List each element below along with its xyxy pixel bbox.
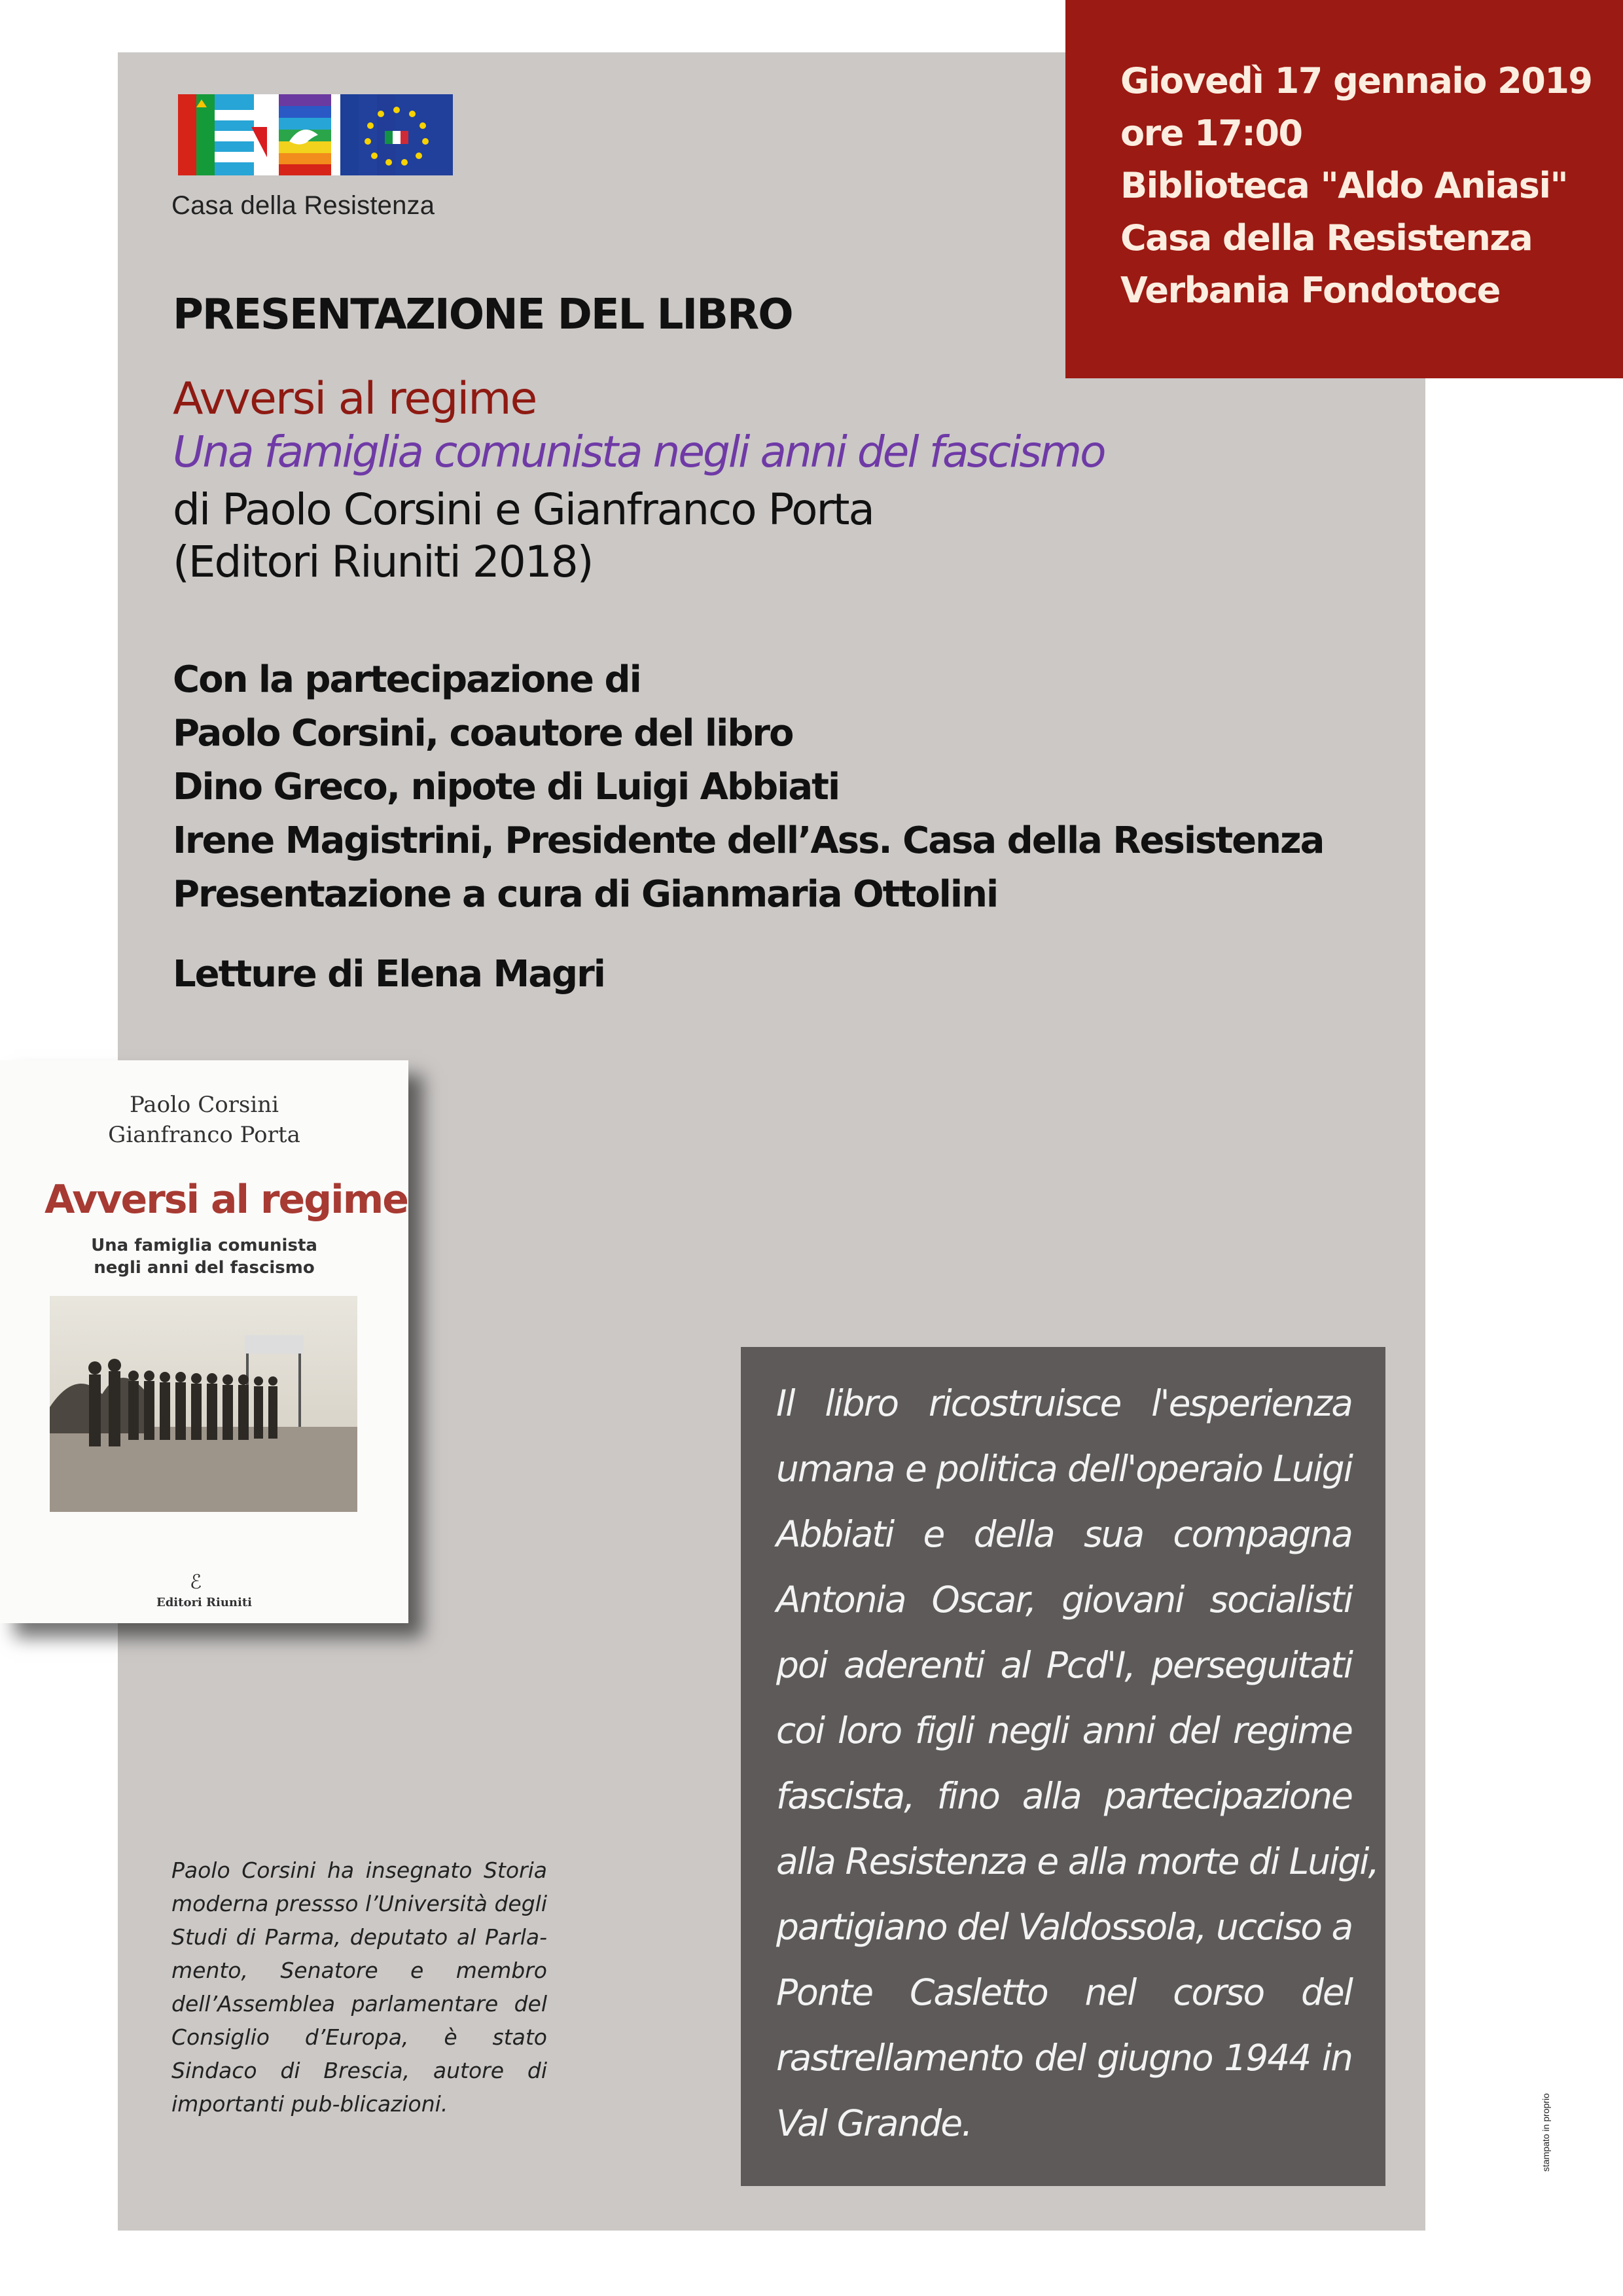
cover-photo xyxy=(50,1296,357,1512)
print-note: stampato in proprio xyxy=(1541,2093,1551,2172)
synopsis-line: Val Grande. xyxy=(776,2102,972,2144)
participant-item: Presentazione a cura di Gianmaria Ottolini xyxy=(173,873,998,916)
event-time: ore 17:00 xyxy=(1120,113,1302,154)
book-publisher: (Editori Riuniti 2018) xyxy=(173,537,593,587)
logo-caption: Casa della Resistenza xyxy=(171,191,435,220)
synopsis-line: rastrellamento del giugno 1944 in xyxy=(776,2037,1352,2079)
readings-credit: Letture di Elena Magri xyxy=(173,953,605,996)
book-cover xyxy=(0,1060,408,1623)
event-place: Casa della Resistenza xyxy=(1120,217,1533,259)
event-info-box xyxy=(1065,0,1623,378)
event-venue: Biblioteca "Aldo Aniasi" xyxy=(1120,165,1568,206)
casa-della-resistenza-logo xyxy=(178,94,453,175)
book-title: Avversi al regime xyxy=(173,373,537,425)
cover-subtitle-2: negli anni del fascismo xyxy=(94,1258,315,1278)
author-bio: Paolo Corsini ha insegnato Storia moderna pressso l’Università degli Studi di Parma, deputato al Parla-mento, Senatore e membro dell’Assemblea parlamentare del Consiglio d’Europa, è stato Sindaco di Brescia, autore di importanti pub-blicazioni. xyxy=(171,1857,547,2117)
synopsis-line: Il libro ricostruisce l'esperienza xyxy=(776,1382,1352,1424)
participants-intro: Con la partecipazione di xyxy=(173,658,641,701)
book-authors: di Paolo Corsini e Gianfranco Porta xyxy=(173,484,874,535)
cover-publisher: Editori Riuniti xyxy=(156,1596,252,1609)
cover-title: Avversi al regime xyxy=(45,1177,408,1223)
participant-item: Dino Greco, nipote di Luigi Abbiati xyxy=(173,766,840,808)
cover-subtitle-1: Una famiglia comunista xyxy=(91,1236,317,1255)
page-heading: PRESENTAZIONE DEL LIBRO xyxy=(173,291,793,339)
synopsis-line: partigiano del Valdossola, ucciso a xyxy=(776,1906,1353,1948)
synopsis-box xyxy=(741,1347,1385,2186)
synopsis-line: fascista, fino alla partecipazione xyxy=(776,1775,1352,1817)
synopsis-line: alla Resistenza e alla morte di Luigi, xyxy=(776,1840,1379,1882)
cover-author-2: Gianfranco Porta xyxy=(108,1122,300,1148)
synopsis-line: poi aderenti al Pcd'I, perseguitati xyxy=(776,1644,1352,1686)
synopsis-line: Ponte Casletto nel corso del xyxy=(776,1971,1352,2013)
participant-item: Irene Magistrini, Presidente dell’Ass. Casa della Resistenza xyxy=(173,819,1324,862)
cover-author-1: Paolo Corsini xyxy=(129,1092,279,1118)
publisher-logo-icon: ℰ xyxy=(190,1571,202,1593)
synopsis-line: umana e politica dell'operaio Luigi xyxy=(776,1448,1352,1490)
event-date: Giovedì 17 gennaio 2019 xyxy=(1120,60,1592,101)
book-subtitle: Una famiglia comunista negli anni del fascismo xyxy=(173,427,1105,477)
participant-item: Paolo Corsini, coautore del libro xyxy=(173,712,793,755)
synopsis-line: Abbiati e della sua compagna xyxy=(776,1513,1352,1555)
event-city: Verbania Fondotoce xyxy=(1120,270,1500,311)
synopsis-line: Antonia Oscar, giovani socialisti xyxy=(776,1579,1352,1621)
synopsis-line: coi loro figli negli anni del regime xyxy=(776,1710,1352,1751)
